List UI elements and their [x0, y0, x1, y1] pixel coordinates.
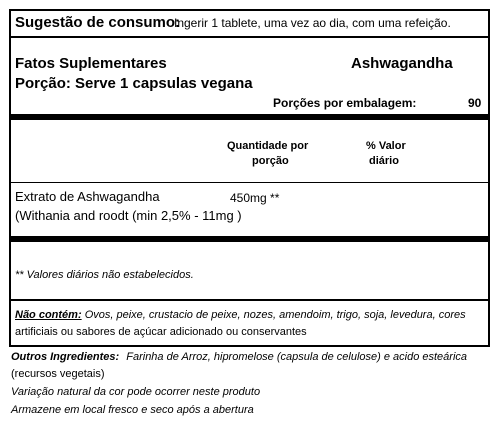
servings-value: 90 [468, 96, 482, 110]
outros-line1 [11, 351, 467, 364]
supplement-facts-panel [9, 9, 490, 347]
consumo-label: Sugestão de consumo: [15, 14, 181, 31]
consumo-text: Ingerir 1 tablete, uma vez ao dia, com uma refeição. [174, 16, 451, 30]
outros-label: Outros Ingredientes: [11, 351, 120, 363]
nao-contem-text: Ovos, peixe, crustacio de peixe, nozes, amendoim, trigo, soja, levedura, cores [84, 309, 466, 321]
note-color-variation: Variação natural da cor pode ocorrer neste produto [11, 386, 261, 398]
ingredient-amount: 450mg ** [230, 191, 280, 205]
quantity-header-line2: porção [252, 155, 289, 167]
outros-text: Farinha de Arroz, hipromelose (capsula de celulose) e acido esteárica [126, 351, 468, 363]
thick-divider [11, 236, 488, 242]
thick-divider [11, 114, 488, 120]
nao-contem-label: Não contém: [15, 309, 82, 321]
dv-header-line2: diário [369, 155, 399, 167]
quantity-header-line1: Quantidade por [227, 140, 309, 152]
panel-title: Fatos Suplementares [15, 55, 167, 72]
footnote: ** Valores diários não estabelecidos. [15, 269, 194, 281]
ingredient-name-line2: (Withania and roodt (min 2,5% - 11mg ) [15, 208, 242, 223]
nao-contem-line2: artificiais ou sabores de açúcar adicionado ou conservantes [15, 326, 307, 338]
product-name: Ashwagandha [351, 55, 453, 72]
nao-contem-line1 [15, 309, 466, 322]
outros-line2: (recursos vegetais) [11, 368, 105, 380]
divider [11, 182, 488, 183]
divider [11, 36, 488, 38]
divider [11, 299, 488, 301]
servings-label: Porções por embalagem: [273, 96, 417, 110]
note-storage: Armazene em local fresco e seco após a abertura [11, 404, 254, 416]
portion-size: Porção: Serve 1 capsulas vegana [15, 75, 253, 92]
ingredient-name-line1: Extrato de Ashwagandha [15, 189, 160, 204]
dv-header-line1: % Valor [366, 140, 406, 152]
